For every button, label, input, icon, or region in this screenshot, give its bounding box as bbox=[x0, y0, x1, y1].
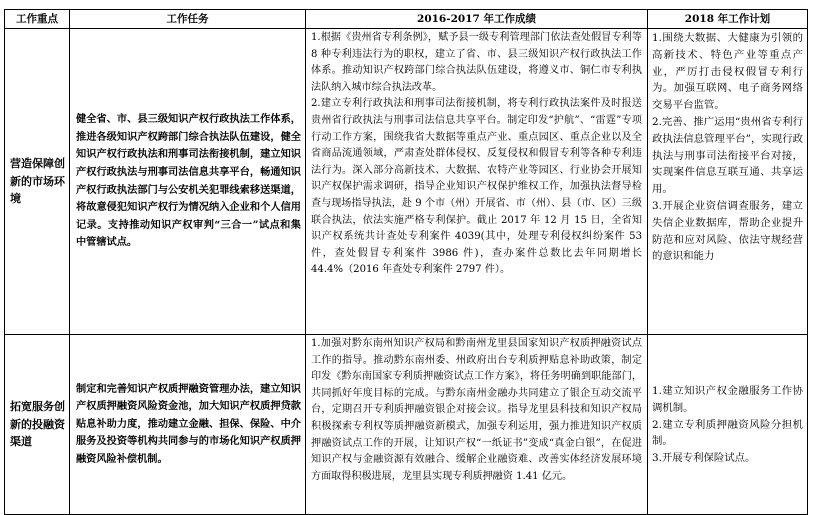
achievement-item: 1.根据《贵州省专利条例》，赋予县一级专利管理部门依法查处假冒专利等 8 种专利违法行为的职权，建立了省、市、县三级知识产权行政执法工作体系。推动知识产权跨部门综合执法队伍建设，将遵义市、铜仁市专利执法队纳入城市综合执法改革。 bbox=[311, 32, 642, 93]
row-plan bbox=[648, 29, 808, 335]
table-row bbox=[5, 335, 808, 515]
table-header-row bbox=[5, 10, 808, 29]
header-achievements: 2016-2017 年工作成绩 bbox=[306, 10, 648, 29]
plan-item: 3.开展专利保险试点。 bbox=[652, 452, 756, 465]
table-row bbox=[5, 29, 808, 335]
row-focus: 拓宽服务创新的投融资渠道 bbox=[5, 335, 70, 515]
plan-item: 3.开展企业资信调查服务，建立失信企业数据库，帮助企业提升防范和应对风险、依法守规经营的意识和能力 bbox=[652, 199, 803, 263]
header-task: 工作任务 bbox=[70, 10, 306, 29]
plan-item: 1.围绕大数据、大健康为引领的高新技术、特色产业等重点产业，严厉打击侵权假冒专利行为。加强互联网、电子商务网络交易平台监管。 bbox=[652, 32, 803, 112]
work-plan-table bbox=[4, 9, 808, 515]
plan-item: 2.建立专利质押融资风险分担机制。 bbox=[652, 418, 803, 448]
achievement-item: 1.加强对黔东南州知识产权局和黔南州龙里县国家知识产权质押融资试点工作的指导。推动黔东南州委、州政府出台专利质押贴息补助政策，制定印发《黔东南国家专利质押融资试点工作方案》，将任务明确到职能部门，共同抓好年度目标的完成。与黔东南州金融办共同建立了银企互动交流平台，定期召开专利质押融资银企对接会议。指导龙里县科技和知识产权局积极探索专利权等质押融资新模式，加强专利运用，强力推进知识产权质押融资试点工作的开展，让知识产权“一纸证书”变成“真金白银”，在促进知识产权与金融资源有效融合、缓解企业融资难、改善实体经济发展环境方面取得积极进展，龙里县实现专利质押融资 1.41 亿元。 bbox=[311, 338, 642, 482]
header-focus: 工作重点 bbox=[5, 10, 70, 29]
plan-item: 2.完善、推广运用“贵州省专利行政执法信息管理平台”，实现行政执法与刑事司法衔接平台对接，实现案件信息互联互通、共享运用。 bbox=[652, 115, 803, 196]
row-achievements bbox=[306, 335, 648, 515]
row-task: 制定和完善知识产权质押融资管理办法，建立知识产权质押融资风险资金池，加大知识产权质押贷款贴息补助力度，推动建立金融、担保、保险、中介服务及投资等机构共同参与的市场化知识产权质押融资风险补偿机制。 bbox=[70, 335, 306, 515]
row-focus: 营造保障创新的市场环境 bbox=[5, 29, 70, 335]
row-achievements bbox=[306, 29, 648, 335]
header-plan: 2018 年工作计划 bbox=[648, 10, 808, 29]
achievement-item: 2.建立专利行政执法和刑事司法衔接机制，将专利行政执法案件及时报送贵州省行政执法与刑事司法信息共享平台。制定印发“护航”、“雷霆”专项行动工作方案，围绕我省大数据等重点产业、重点园区、重点企业以及全省商品流通领域，严肃查处群体侵权、反复侵权和假冒专利等各种专利违法行为。深入部分高新技术、大数据、农特产业等园区、行业协会开展知识产权保护需求调研，指导企业知识产权保护维权工作，加强执法督导检查与现场指导执法，赴 9 个市（州）开展省、市（州）、县（市、区）三级联合执法，依法实施严格专利保护。截止 2017 年 12 月 15 日，全省知识产权系统共计查处专利案件 4039(其中，处理专利侵权纠纷案件 53 件，查处假冒专利案件 3986 件)，查办案件总数比去年同期增长 44.4%（2016 年查处专利案件 2797 件）。 bbox=[311, 98, 642, 276]
row-plan bbox=[648, 335, 808, 515]
row-task: 健全省、市、县三级知识产权行政执法工作体系，推进各级知识产权跨部门综合执法队伍建设，健全知识产权行政执法和刑事司法衔接机制，建立知识产权行政执法与刑事司法信息共享平台，畅通知识产权行政执法部门与公安机关犯罪线索移送渠道，将故意侵犯知识产权行为情况纳入企业和个人信用记录。支持推动知识产权审判“三合一”试点和集中管辖试点。 bbox=[70, 29, 306, 335]
plan-item: 1.建立知识产权金融服务工作协调机制。 bbox=[652, 385, 803, 414]
